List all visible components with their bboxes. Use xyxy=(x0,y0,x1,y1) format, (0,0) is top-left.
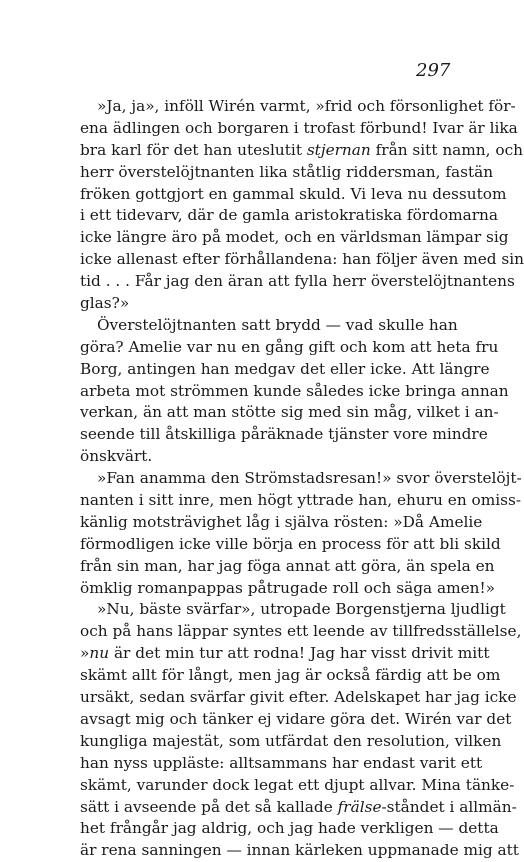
text-line xyxy=(80,709,512,731)
text-line xyxy=(80,534,501,556)
text-line xyxy=(80,249,524,271)
text-segment: »Ja, ja», inföll Wirén varmt, »frid och försonlighet för- xyxy=(97,97,516,115)
text-line xyxy=(80,840,519,862)
italic-text: stjernan xyxy=(306,140,371,159)
text-segment: är rena sanningen — innan kärleken uppmanade mig att xyxy=(80,841,519,860)
text-segment: och på hans läppar syntes ett leende av tillfredsställelse, xyxy=(80,622,522,641)
text-segment: tid . . . Får jag den äran att fylla herr överstelöjtnantens xyxy=(80,272,515,291)
text-line xyxy=(80,359,490,381)
text-segment: önskvärt. xyxy=(80,447,153,466)
text-segment: nanten i sitt inre, men högt yttrade han, ehuru en omiss- xyxy=(80,491,522,510)
text-line xyxy=(80,643,490,665)
text-line xyxy=(80,490,522,512)
text-line xyxy=(80,337,499,359)
text-segment: är det min tur att rodna! Jag har visst drivit mitt xyxy=(109,644,490,663)
text-line xyxy=(80,687,517,709)
text-line xyxy=(80,621,522,643)
page-number: 297 xyxy=(416,60,451,81)
text-segment: från sin man, har jag föga annat att göra, än spela en xyxy=(80,556,495,575)
text-line xyxy=(80,797,517,819)
text-segment: icke allenast efter förhållandena: han följer även med sin xyxy=(80,250,524,269)
text-line xyxy=(80,402,499,424)
text-segment: fröken gottgjort en gammal skuld. Vi leva nu dessutom xyxy=(80,184,507,203)
text-segment: skämt allt för långt, men jag är också färdig att be om xyxy=(80,666,501,685)
text-line xyxy=(80,599,506,621)
text-line xyxy=(80,665,501,687)
text-line xyxy=(80,118,518,140)
text-line xyxy=(80,96,516,118)
text-line xyxy=(80,731,502,753)
text-segment: »Nu, bäste svärfar», utropade Borgenstjerna ljudligt xyxy=(97,600,506,619)
text-segment: i ett tidevarv, där de gamla aristokratiska fördomarna xyxy=(80,206,499,225)
text-line xyxy=(80,184,507,206)
body-text xyxy=(80,96,524,862)
text-segment: Överstelöjtnanten satt brydd — vad skulle han xyxy=(97,315,458,334)
italic-text: nu xyxy=(89,644,110,663)
text-segment: icke längre äro på modet, och en världsman lämpar sig xyxy=(80,228,509,247)
text-segment: han nyss uppläste: alltsammans har endast varit ett xyxy=(80,753,483,772)
text-segment: ena ädlingen och borgaren i trofast förbund! Ivar är lika xyxy=(80,118,518,137)
text-line xyxy=(80,227,509,249)
italic-text: frälse xyxy=(337,797,382,816)
text-segment: het frångår jag aldrig, och jag hade verkligen — detta xyxy=(80,819,499,838)
text-segment: bra karl för det han uteslutit xyxy=(80,140,307,159)
text-segment: ursäkt, sedan svärfar givit efter. Adelskapet har jag icke xyxy=(80,688,517,707)
text-line xyxy=(80,162,494,184)
text-segment: Borg, antingen han medgav det eller icke. Att längre xyxy=(80,359,490,378)
text-segment: arbeta mot strömmen kunde således icke bringa annan xyxy=(80,381,509,400)
text-line xyxy=(80,753,483,775)
text-line xyxy=(80,381,509,403)
text-segment: kungliga majestät, som utfärdat den resolution, vilken xyxy=(80,731,502,750)
text-segment: »Fan anamma den Strömstadsresan!» svor överstelöjt- xyxy=(97,469,522,488)
text-segment: från sitt namn, och xyxy=(370,140,524,159)
text-segment: verkan, än att man stötte sig med sin måg, vilket i an- xyxy=(80,403,499,422)
text-line xyxy=(80,556,495,578)
text-line xyxy=(80,775,515,797)
text-segment: skämt, varunder dock legat ett djupt allvar. Mina tänke- xyxy=(80,775,515,794)
text-line xyxy=(80,205,499,227)
text-segment: förmodligen icke ville börja en process för att bli skild xyxy=(80,534,501,553)
text-line xyxy=(80,818,499,840)
text-line xyxy=(80,468,522,490)
text-line xyxy=(80,315,458,337)
text-segment: herr överstelöjtnanten lika ståtlig riddersman, fastän xyxy=(80,162,494,181)
text-segment: seende till åtskilliga påräknade tjänster vore mindre xyxy=(80,425,488,444)
text-segment: känlig motsträvighet låg i själva rösten: »Då Amelie xyxy=(80,512,483,531)
text-line xyxy=(80,271,515,293)
text-line xyxy=(80,446,446,468)
text-line xyxy=(80,578,496,600)
text-line xyxy=(80,293,446,315)
text-segment: » xyxy=(80,644,90,663)
text-segment: avsagt mig och tänker ej vidare göra det. Wirén var det xyxy=(80,709,512,728)
text-segment: göra? Amelie var nu en gång gift och kom att heta fru xyxy=(80,337,499,356)
text-line xyxy=(80,140,524,162)
text-line xyxy=(80,512,483,534)
text-segment: sätt i avseende på det så kallade xyxy=(80,797,338,816)
text-segment: ömklig romanpappas påtrugade roll och säga amen!» xyxy=(80,578,496,597)
text-line xyxy=(80,424,488,446)
text-segment: glas?» xyxy=(80,294,130,313)
text-segment: -ståndet i allmän- xyxy=(381,797,517,816)
